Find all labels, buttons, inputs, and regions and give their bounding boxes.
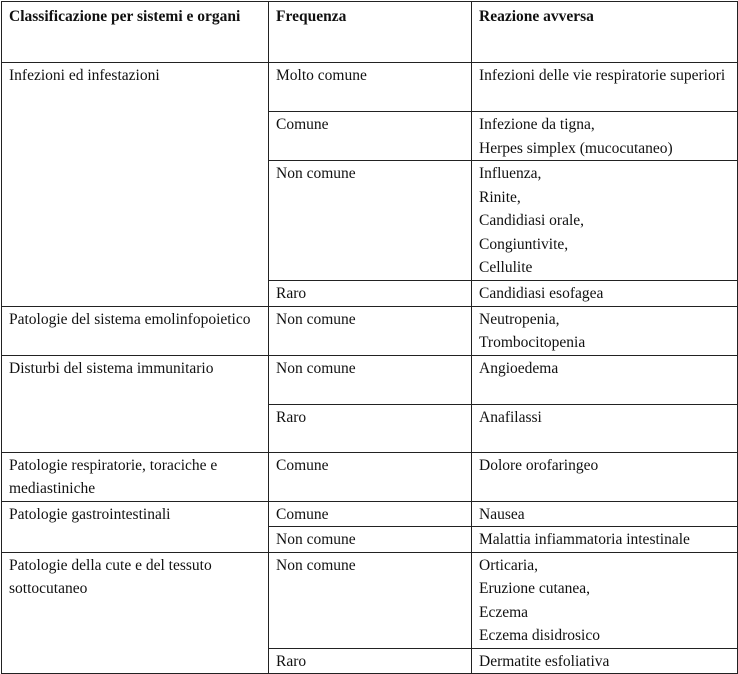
reaction-text: Trombocitopenia xyxy=(479,334,586,351)
reaction-text: Dermatite esfoliativa xyxy=(479,652,610,670)
frequency-cell: Molto comune xyxy=(269,63,472,112)
frequency-cell: Non comune xyxy=(269,306,472,355)
table-row xyxy=(2,355,738,404)
reaction-text: Infezione da tigna, xyxy=(479,116,595,133)
reaction-cell xyxy=(472,355,738,404)
reaction-text: Anafilassi xyxy=(479,408,542,426)
reaction-cell xyxy=(472,552,738,648)
soc-cell: Patologie respiratorie, toraciche e mediastiniche xyxy=(2,452,269,501)
reaction-text: Candidiasi orale, xyxy=(479,212,585,229)
reaction-cell xyxy=(472,501,738,527)
table-row xyxy=(2,63,738,112)
reaction-text: Neutropenia, xyxy=(479,310,560,328)
frequency-cell: Comune xyxy=(269,501,472,527)
frequency-cell: Comune xyxy=(269,112,472,161)
reaction-text: Rinite, xyxy=(479,188,521,206)
frequency-cell: Non comune xyxy=(269,552,472,648)
reaction-text: Eczema xyxy=(479,603,529,621)
reaction-text: Herpes simplex (mucocutaneo) xyxy=(479,139,673,157)
soc-cell: Patologie della cute e del tessuto sottocutaneo xyxy=(2,552,269,674)
soc-cell: Infezioni ed infestazioni xyxy=(2,63,269,307)
reaction-text: Cellulite xyxy=(479,259,533,276)
reaction-cell xyxy=(472,404,738,452)
table-row xyxy=(2,552,738,648)
reaction-text: Malattia infiammatoria intestinale xyxy=(479,531,690,548)
reaction-text: Infezioni delle vie respiratorie superiori xyxy=(479,67,726,84)
adverse-reactions-table xyxy=(1,1,738,674)
frequency-cell: Non comune xyxy=(269,355,472,404)
reaction-cell xyxy=(472,648,738,674)
soc-cell: Disturbi del sistema immunitario xyxy=(2,355,269,452)
header-soc: Classificazione per sistemi e organi xyxy=(2,2,269,63)
frequency-cell: Raro xyxy=(269,281,472,307)
reaction-cell xyxy=(472,63,738,112)
reaction-text: Candidiasi esofagea xyxy=(479,285,604,302)
frequency-cell: Raro xyxy=(269,404,472,452)
reaction-text: Angioedema xyxy=(479,359,559,377)
table-row xyxy=(2,501,738,527)
reaction-text: Congiuntivite, xyxy=(479,235,569,253)
table-row xyxy=(2,452,738,501)
header-frequency: Frequenza xyxy=(269,2,472,63)
frequency-cell: Non comune xyxy=(269,161,472,281)
reaction-text: Influenza, xyxy=(479,165,542,182)
reaction-text: Eruzione cutanea, xyxy=(479,580,591,597)
header-row xyxy=(2,2,738,63)
soc-cell: Patologie del sistema emolinfopoietico xyxy=(2,306,269,355)
reaction-cell xyxy=(472,452,738,501)
reaction-cell xyxy=(472,161,738,281)
table-row xyxy=(2,306,738,355)
header-reaction: Reazione avversa xyxy=(472,2,738,63)
reaction-cell xyxy=(472,112,738,161)
frequency-cell: Comune xyxy=(269,452,472,501)
frequency-cell: Non comune xyxy=(269,527,472,553)
soc-cell: Patologie gastrointestinali xyxy=(2,501,269,552)
frequency-cell: Raro xyxy=(269,648,472,674)
reaction-text: Eczema disidrosico xyxy=(479,627,600,644)
reaction-text: Dolore orofaringeo xyxy=(479,456,599,474)
reaction-text: Nausea xyxy=(479,505,525,523)
reaction-cell xyxy=(472,281,738,307)
reaction-text: Orticaria, xyxy=(479,556,538,574)
reaction-cell xyxy=(472,527,738,553)
reaction-cell xyxy=(472,306,738,355)
